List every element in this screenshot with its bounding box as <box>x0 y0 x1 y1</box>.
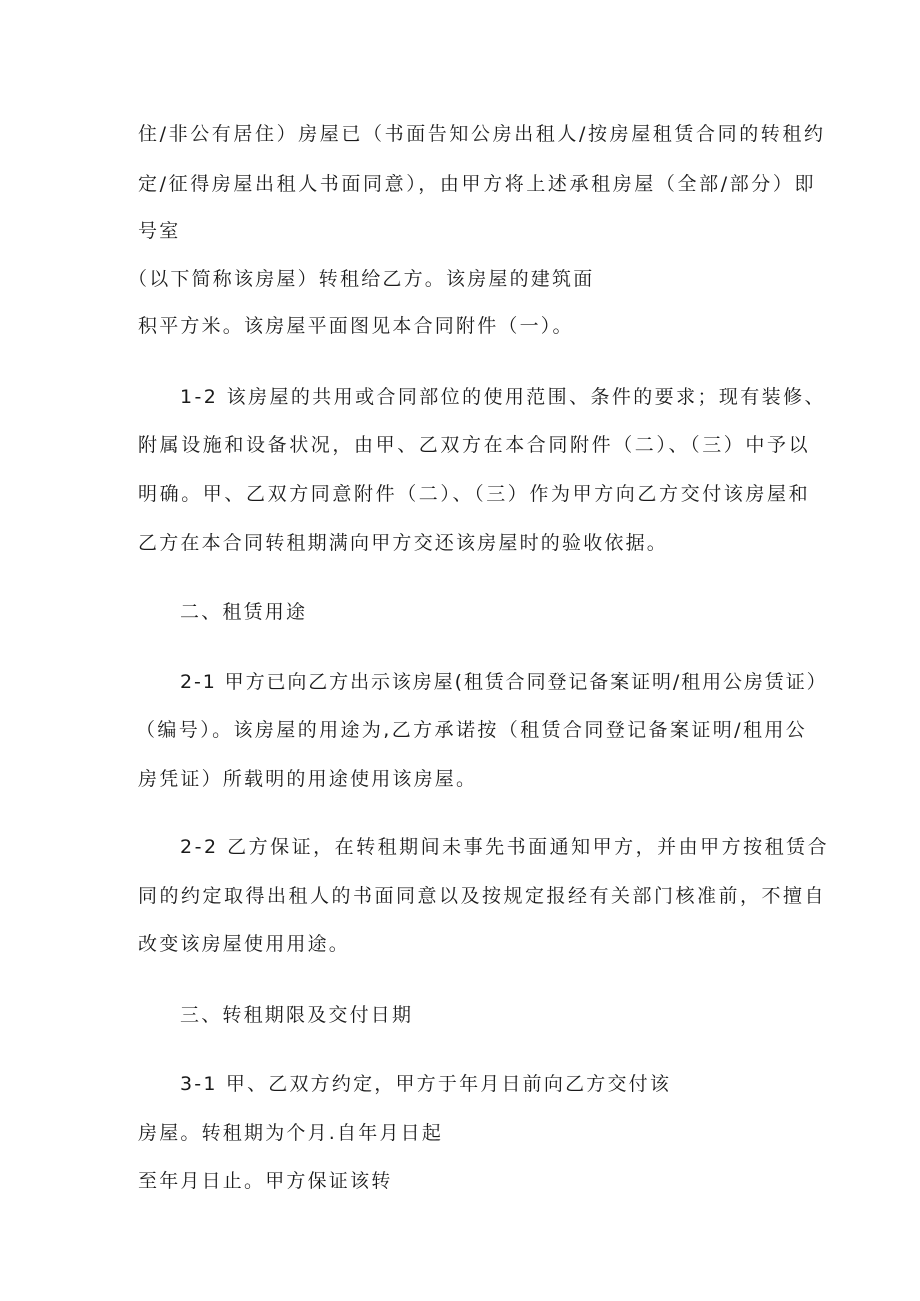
text-line-14: 2-2 乙方保证，在转租期间未事先书面通知甲方，并由甲方按租赁合 <box>180 836 830 858</box>
text-line-5: 积平方米。该房屋平面图见本合同附件（一）。 <box>138 315 574 337</box>
text-line-13: 房凭证）所载明的用途使用该房屋。 <box>138 768 478 790</box>
text-line-1: 住/非公有居住）房屋已（书面告知公房出租人/按房屋租赁合同的转租约 <box>138 123 826 145</box>
text-line-7: 附属设施和设备状况，由甲、乙双方在本合同附件（二）、（三）中予以 <box>138 434 811 456</box>
text-line-18: 3-1 甲、乙双方约定，甲方于年月日前向乙方交付该 <box>180 1073 672 1095</box>
text-line-3: 号室 <box>138 220 181 242</box>
text-line-11: 2-1 甲方已向乙方出示该房屋(租赁合同登记备案证明/租用公房赁证） <box>180 671 828 693</box>
section-heading-2: 二、租赁用途 <box>180 601 308 623</box>
text-line-20: 至年月日止。甲方保证该转 <box>138 1170 393 1192</box>
text-line-15: 同的约定取得出租人的书面同意以及按规定报经有关部门核准前，不擅自 <box>138 885 827 907</box>
section-heading-3: 三、转租期限及交付日期 <box>180 1004 414 1026</box>
text-line-6: 1-2 该房屋的共用或合同部位的使用范围、条件的要求；现有装修、 <box>180 386 826 408</box>
text-line-4: （以下简称该房屋）转租给乙方。该房屋的建筑面 <box>128 268 595 290</box>
text-line-16: 改变该房屋使用用途。 <box>138 933 351 955</box>
text-line-12: （编号）。该房屋的用途为,乙方承诺按（租赁合同登记备案证明/租用公 <box>136 719 808 741</box>
text-line-19: 房屋。转租期为个月.自年月日起 <box>138 1122 444 1144</box>
text-line-9: 乙方在本合同转租期满向甲方交还该房屋时的验收依据。 <box>138 532 669 554</box>
text-line-8: 明确。甲、乙双方同意附件（二）、（三）作为甲方向乙方交付该房屋和 <box>138 483 811 505</box>
text-line-2: 定/征得房屋出租人书面同意），由甲方将上述承租房屋（全部/部分）即 <box>138 173 817 195</box>
